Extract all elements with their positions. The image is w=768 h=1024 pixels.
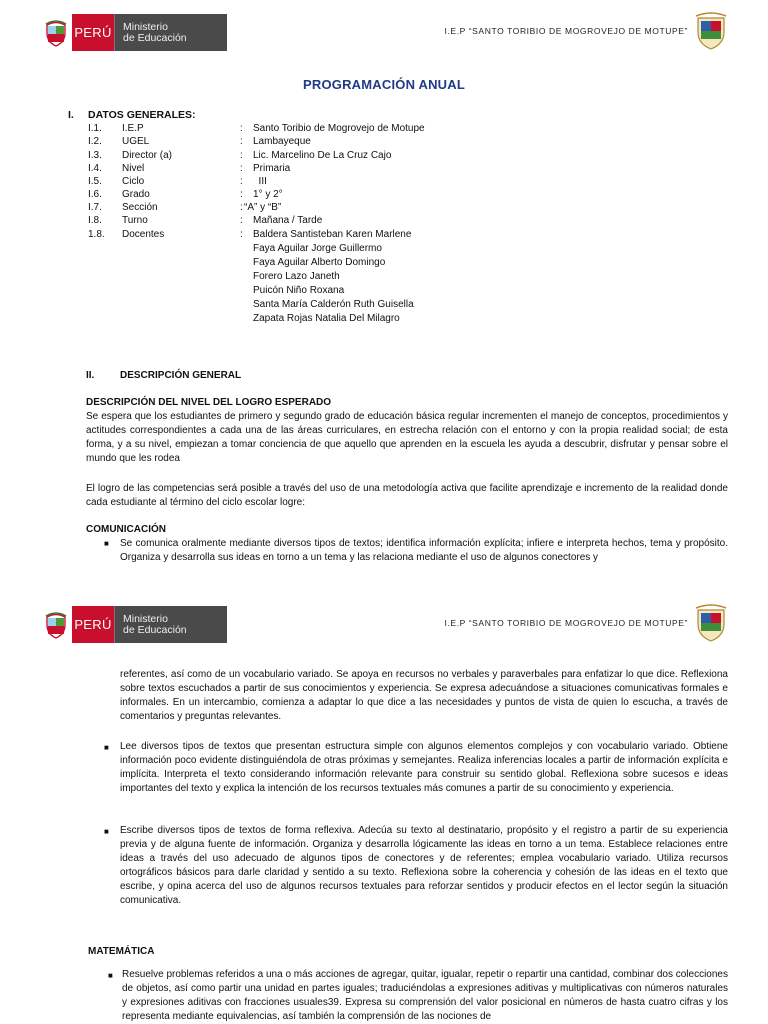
minedu-logo: [40, 606, 227, 643]
section-2-heading: DESCRIPCIÓN GENERAL: [120, 370, 242, 381]
docente-name: Santa María Calderón Ruth Guisella: [253, 299, 414, 310]
datos-row: I.1. I.E.P : Santo Toribio de Mogrovejo de Motupe: [88, 123, 425, 134]
page-header: [0, 592, 768, 654]
bullet-text: Escribe diversos tipos de textos de forma reflexiva. Adecúa su texto al destinatario, propósito y el registro a partir de su experiencia previa y de alguna fuente de información. Organiza y desarrolla lógicamente las ideas en torno a un tema. Establece relaciones entre ideas a través del uso adecuado de algunos tipos de conectores y de referentes; emplea vocabulario variado. Utiliza recursos ortográficos básicos para darle claridad y sentido a su texto. Reflexiona sobre la coherencia y cohesión de las ideas en el texto que escribe, y opina acerca del uso de algunos recursos textuales para reforzar sentidos y producir efectos en el lector según la situación comunicativa.: [120, 825, 728, 906]
page-header: [0, 0, 768, 62]
datos-row: 1.8. Docentes : Baldera Santisteban Karen Marlene: [88, 229, 412, 240]
ministerio-label: Ministerio de Educación: [114, 606, 227, 643]
bullet-icon: ■: [104, 743, 109, 752]
bullet-text: Se comunica oralmente mediante diversos tipos de textos; identifica información explícita; infiere e interpreta hechos, tema y propósito. Organiza y desarrolla sus ideas en torno a un tema y las relaciona mediante el uso de algunos conectores y: [120, 538, 728, 563]
peru-crest-icon: [40, 606, 72, 643]
paragraph: El logro de las competencias será posible a través del uso de una metodología activa que facilite aprendizaje e incremento de la realidad donde cada estudiante al término del ciclo escolar logre:: [86, 483, 728, 508]
datos-row: I.7. Sección : “A” y “B”: [88, 202, 282, 213]
docente-name: Faya Aguilar Jorge Guillermo: [253, 243, 382, 254]
school-shield-icon: [694, 604, 728, 642]
bullet-text-continued: referentes, así como de un vocabulario variado. Se apoya en recursos no verbales y paraverbales para enfatizar lo que dice. Reflexiona sobre textos escuchados a partir de sus conocimientos y experiencia. Se expresa adecuándose a situaciones comunicativas formales e informales. En un intercambio, comienza a adaptar lo que dice a las necesidades y puntos de vista de quien lo escucha, a través de comentarios y preguntas relevantes.: [120, 669, 728, 722]
datos-row: I.4. Nivel : Primaria: [88, 163, 291, 174]
bullet-text: Resuelve problemas referidos a una o más acciones de agregar, quitar, igualar, repetir o repartir una cantidad, combinar dos colecciones de objetos, así como partir una unidad en partes iguales; traduciéndolas a expresiones aditivas y multiplicativas con números naturales y expresiones aditivas con fracciones usuales39. Expresa su comprensión del valor posicional en números de hasta cuatro cifras y los representa mediante equivalencias, así también la comprensión de las nociones de: [122, 969, 728, 1022]
bullet-icon: ■: [108, 971, 113, 980]
ministerio-label: Ministerio de Educación: [114, 14, 227, 51]
minedu-logo: [40, 14, 227, 51]
datos-row: I.5. Ciclo : III: [88, 176, 267, 187]
school-name: I.E.P “SANTO TORIBIO DE MOGROVEJO DE MOTUPE”: [444, 26, 688, 36]
matematica-heading: MATEMÁTICA: [88, 946, 155, 957]
datos-row: I.2. UGEL : Lambayeque: [88, 136, 311, 147]
peru-label: PERÚ: [72, 606, 114, 643]
paragraph: Se espera que los estudiantes de primero y segundo grado de educación básica regular incrementen el manejo de conceptos, procedimientos y actitudes correspondientes a cada una de las áreas curriculares, en estrecha relación con el entorno y con la propia realidad social; de esta forma, y a su nivel, empiezan a tomar conciencia de que aquello que aprenden en la escuela les ayuda a descubrir, disfrutar y pensar sobre el mundo que les rodea: [86, 411, 728, 464]
bullet-icon: ■: [104, 539, 109, 548]
page-2: [0, 592, 768, 1024]
bullet-icon: ■: [104, 827, 109, 836]
section-2-subheading: DESCRIPCIÓN DEL NIVEL DEL LOGRO ESPERADO: [86, 397, 332, 408]
page-title: PROGRAMACIÓN ANUAL: [303, 77, 465, 92]
bullet-text: Lee diversos tipos de textos que presentan estructura simple con algunos elementos complejos y con vocabulario variado. Obtiene información poco evidente distinguiéndola de otras próximas y semejantes. Realiza inferencias locales a partir de información explícita e implícita. Interpreta el texto considerando información relevante para construir su sentido global. Reflexiona sobre sucesos e ideas importantes del texto y explica la intención de los recursos textuales más comunes a partir de su conocimiento y experiencia.: [120, 741, 728, 794]
comunicacion-heading: COMUNICACIÓN: [86, 524, 166, 535]
docente-name: Puicón Niño Roxana: [253, 285, 345, 296]
docente-name: Zapata Rojas Natalia Del Milagro: [253, 313, 400, 324]
school-shield-icon: [694, 12, 728, 50]
docente-name: Forero Lazo Janeth: [253, 271, 340, 282]
school-name: I.E.P “SANTO TORIBIO DE MOGROVEJO DE MOTUPE”: [444, 618, 688, 628]
page-gap: [0, 574, 768, 592]
datos-row: I.6. Grado : 1° y 2°: [88, 189, 283, 200]
section-1-number: I.: [68, 109, 74, 121]
peru-label: PERÚ: [72, 14, 114, 51]
datos-row: I.8. Turno : Mañana / Tarde: [88, 215, 323, 226]
section-1-heading: DATOS GENERALES:: [88, 109, 196, 121]
datos-row: I.3. Director (a) : Lic. Marcelino De La Cruz Cajo: [88, 150, 392, 161]
section-2-number: II.: [86, 370, 95, 381]
peru-crest-icon: [40, 14, 72, 51]
docente-name: Faya Aguilar Alberto Domingo: [253, 257, 386, 268]
